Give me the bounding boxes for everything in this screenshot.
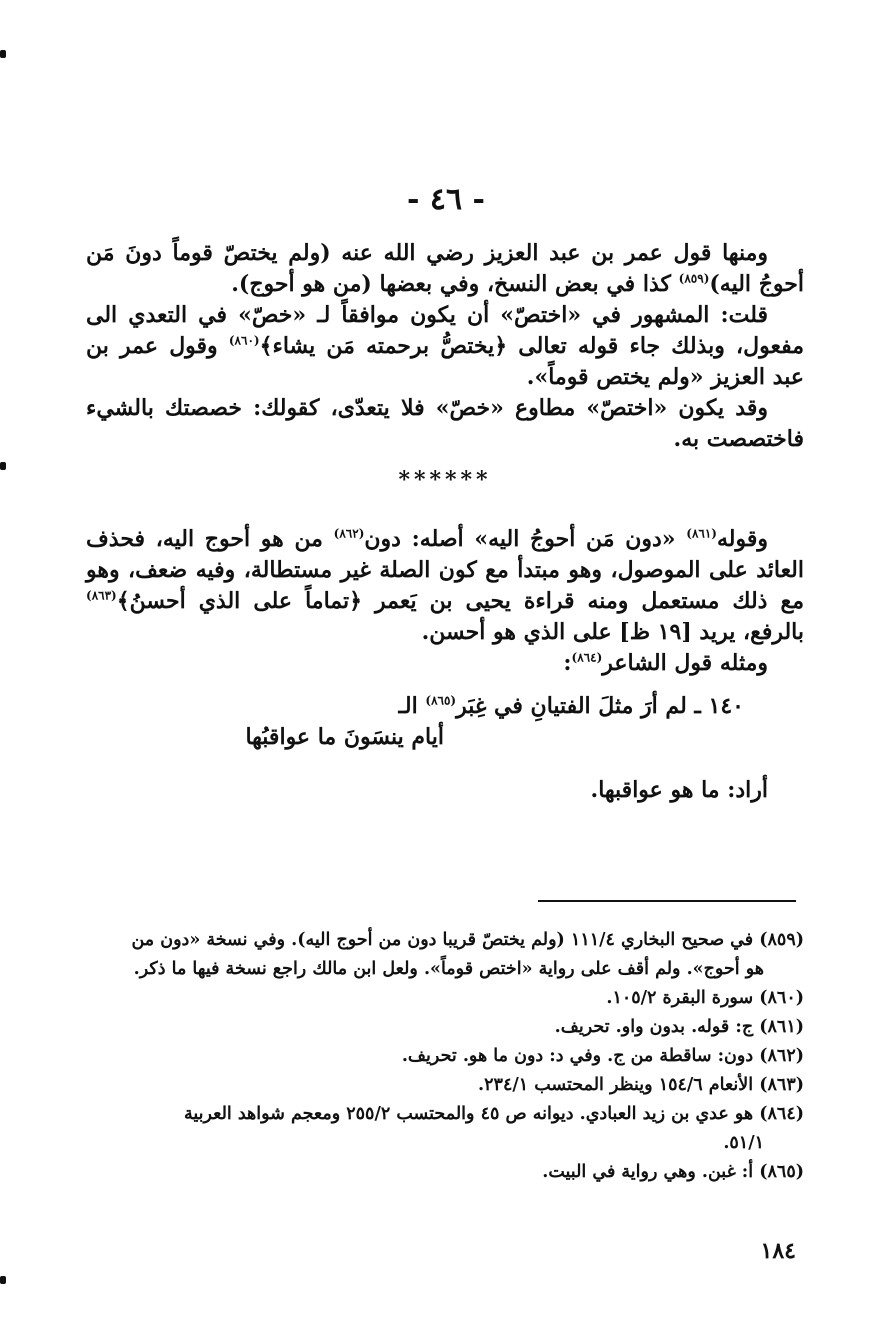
footnote-text: (٨٦٤) هو عدي بن زيد العبادي. ديوانه ص ٤٥ والمحتسب ٢٥٥/٢ ومعجم شواهد العربية [183, 1104, 804, 1124]
text-segment: كذا في بعض النسخ، وفي بعضها (من هو أحوج). [231, 271, 679, 297]
text-segment: ومنها قول عمر بن عبد العزيز رضي الله عنه (ولم يختصّ قوماً دونَ مَن أحوجُ [86, 240, 804, 297]
section-separator: ****** [398, 467, 492, 493]
footnote [86, 926, 804, 984]
main-text [86, 238, 804, 806]
footnote-ref: (٨٦١) [686, 526, 717, 541]
paragraph-6: أراد: ما هو عواقبها. [590, 777, 768, 803]
paragraph-5 [86, 648, 804, 679]
footnote [86, 1042, 804, 1071]
footnotes [86, 926, 804, 1187]
text-segment: ١٤٠ ـ لم أرَ مثلَ الفتيانِ في غِبَر [456, 693, 744, 719]
footnote-text: (٨٦٣) الأنعام ١٥٤/٦ وينظر المحتسب ٢٣٤/١. [478, 1075, 804, 1095]
text-segment: وقوله [716, 526, 768, 552]
page-header-marker: - ٤٦ - [406, 182, 486, 217]
footnote-ref: (٨٦٣) [86, 588, 117, 603]
text-segment: «دون مَن أحوجُ اليه» أصله: دون [364, 526, 687, 552]
margin-mark [0, 50, 6, 58]
text-segment: وقد يكون «اختصّ» مطاوع «خصّ» فلا يتعدّى، كقولك: خصصتك بالشيء فاختصصت به. [86, 395, 804, 452]
paragraph-4 [86, 524, 804, 648]
footnote-ref: (٨٦٤) [571, 650, 603, 665]
text-segment: اليه) [709, 271, 752, 297]
text-segment: : [563, 650, 572, 676]
margin-mark [0, 462, 6, 470]
footnote-ref: (٨٦٠) [228, 333, 260, 348]
footnote [86, 1158, 804, 1187]
footnote-ref: (٨٦٢) [333, 526, 365, 541]
text-segment: قلت: المشهور في «اختصّ» أن يكون موافقاً لـ «خصّ» في التعدي الى مفعول، وبذلك جاء قوله تعالى ﴿يختصُّ برحمته مَن يشاء﴾ [86, 302, 804, 359]
paragraph-3 [86, 393, 804, 455]
text-segment: الـ [398, 693, 426, 719]
footnote-text: (٨٦٥) أ: غبن. وهي رواية في البيت. [542, 1162, 804, 1182]
footnote [86, 984, 804, 1013]
footnote [86, 1071, 804, 1100]
footnote [86, 1100, 804, 1158]
footnote-text: (٨٦٠) سورة البقرة ١٠٥/٢. [606, 988, 804, 1008]
text-segment: من هو أحوج اليه، فحذف العائد على الموصول، وهو مبتدأ مع كون الصلة غير مستطالة، وفيه ضعف، وهو مع ذلك مستعمل ومنه قراءة يحيى بن يَعمر ﴿تماماً على الذي أحسنُ﴾ [86, 526, 804, 614]
paragraph-2 [86, 300, 804, 393]
page-number: ١٨٤ [760, 1238, 796, 1264]
text-segment: ومثله قول الشاعر [602, 650, 768, 676]
paragraph-1 [86, 238, 804, 300]
text-segment: وقول عمر بن عبد العزيز «ولم يختص قوماً». [86, 333, 804, 390]
footnote-ref: (٨٥٩) [678, 271, 710, 286]
footnote-divider [538, 900, 796, 902]
footnote-continuation: هو أحوج». ولم أقف على رواية «اختص قوماً». ولعل ابن مالك راجع نسخة فيها ما ذكر. [133, 959, 764, 979]
verse-hemistich-1 [86, 691, 804, 722]
footnote-text: (٨٦٢) دون: ساقطة من ج. وفي د: دون ما هو. تحريف. [401, 1046, 804, 1066]
footnote-ref: (٨٦٥) [425, 693, 457, 708]
footnote-text: (٨٦١) ج: قوله. بدون واو. تحريف. [554, 1017, 804, 1037]
footnote-continuation: ٥١/١. [723, 1133, 764, 1153]
footnote [86, 1013, 804, 1042]
footnote-text: (٨٥٩) في صحيح البخاري ١١١/٤ (ولم يختصّ قريبا دون من أحوج اليه). وفي نسخة «دون من [131, 930, 804, 950]
verse-hemistich-2: أيام ينسَونَ ما عواقبُها [245, 724, 444, 750]
margin-mark [0, 1276, 6, 1284]
text-segment: بالرفع، يريد [١٩ ظ] على الذي هو أحسن. [421, 619, 804, 645]
